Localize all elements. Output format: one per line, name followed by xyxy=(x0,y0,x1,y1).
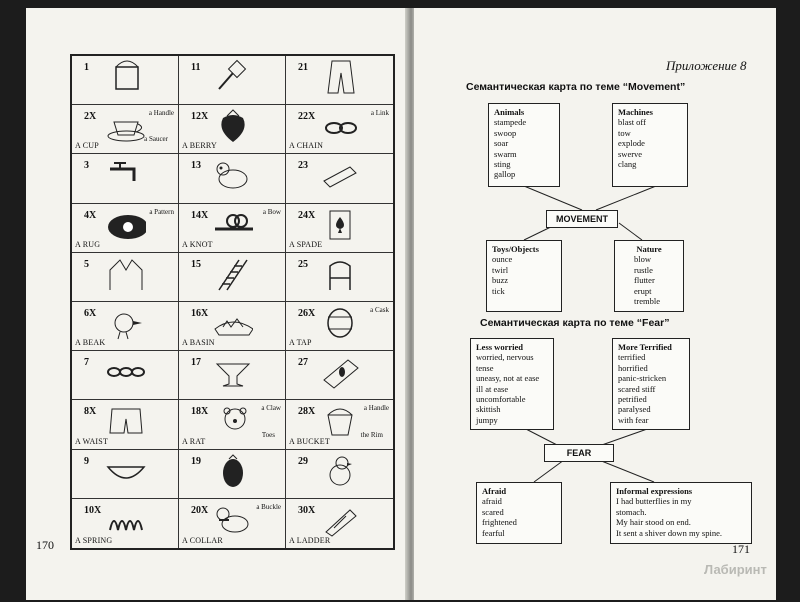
grid-cell-2x xyxy=(72,105,179,154)
cell-number: 18X xyxy=(191,406,209,418)
chair-icon xyxy=(320,256,360,292)
cell-number: 14X xyxy=(191,209,209,221)
word-list-item: with fear xyxy=(618,414,649,425)
bear-icon xyxy=(213,403,253,439)
word-list-item: I had butterflies in my xyxy=(616,496,692,507)
cell-caption: A BUCKET xyxy=(289,436,330,446)
word-list-item: rustle xyxy=(634,264,653,275)
word-list-item: uncomfortable xyxy=(476,394,526,405)
cell-number: 12X xyxy=(191,111,209,123)
shirt-collar-icon xyxy=(106,256,146,292)
word-list-item: worried, nervous xyxy=(476,352,534,363)
map-movement-title: Семантическая карта по теме “Movement” xyxy=(466,81,686,93)
word-list-item: swarm xyxy=(494,148,517,159)
word-list xyxy=(492,254,556,296)
grid-cell-28x xyxy=(286,400,393,449)
word-list-item: scared stiff xyxy=(618,383,656,394)
word-list-item: panic-stricken xyxy=(618,373,667,384)
spade-card-icon xyxy=(320,207,360,243)
basin-icon xyxy=(213,305,253,341)
grid-cell-20x xyxy=(179,499,286,548)
ladder-roll-icon xyxy=(320,502,360,538)
word-list xyxy=(618,352,684,425)
cell-part-label: a Handle xyxy=(148,109,174,118)
word-list-item: blast off xyxy=(618,117,646,128)
grid-cell-13 xyxy=(179,154,286,203)
vase-icon xyxy=(213,354,253,390)
cell-caption: A TAP xyxy=(289,338,312,348)
grid-cell-23 xyxy=(286,154,393,203)
grid-cell-15 xyxy=(179,253,286,302)
cell-number: 6X xyxy=(84,308,97,319)
box-less-worried: Less worried worried, nervous tense uneasy, not at ease ill at ease uncomfortable skittish jumpy xyxy=(470,338,554,430)
puppy-icon xyxy=(213,502,253,538)
cell-caption: A KNOT xyxy=(182,239,213,249)
labirint-watermark: Лабиринт xyxy=(704,562,767,577)
center-fear: FEAR xyxy=(544,444,614,462)
cell-part-label: a Link xyxy=(370,109,389,118)
barrel-icon xyxy=(320,305,360,341)
word-list-item: afraid xyxy=(482,496,502,507)
word-list-item: erupt xyxy=(634,285,652,296)
shovel-icon xyxy=(213,59,253,95)
grid-cell-8x xyxy=(72,400,179,449)
grid-cell-1 xyxy=(72,56,179,105)
word-list-item: swerve xyxy=(618,148,643,159)
dog-icon xyxy=(213,157,253,193)
word-list-item: fearful xyxy=(482,527,505,538)
cell-caption: A WAIST xyxy=(75,436,109,446)
word-list-item: flutter xyxy=(634,275,655,286)
cell-number: 25 xyxy=(298,258,308,270)
word-list xyxy=(618,117,682,169)
cell-number: 19 xyxy=(191,455,201,467)
box-informal-expressions: Informal expressions I had butterflies in my stomach. My hair stood on end. It sent a shiver down my spine. xyxy=(610,482,752,544)
word-list-item: swoop xyxy=(494,127,517,138)
word-list-item: scared xyxy=(482,506,504,517)
cell-part-label: a Handle xyxy=(363,404,389,413)
word-list-item: stomach. xyxy=(616,506,647,517)
word-list-item: soar xyxy=(494,138,509,149)
box-afraid: Afraid afraid scared frightened fearful xyxy=(476,482,562,544)
box-nature: Nature blow rustle flutter erupt tremble xyxy=(614,240,684,312)
grid-cell-30x xyxy=(286,499,393,548)
grid-cell-3 xyxy=(72,154,179,203)
cell-caption: A CUP xyxy=(75,141,99,151)
word-list-item: sting xyxy=(494,159,511,170)
coil-spring-icon xyxy=(106,502,146,538)
grid-cell-26x xyxy=(286,302,393,351)
cell-part-label: a Pattern xyxy=(149,207,174,216)
cell-part-label: a Claw xyxy=(261,404,281,413)
spring-roll-icon xyxy=(320,157,360,193)
word-list-item: ounce xyxy=(492,254,513,265)
word-list-item: explode xyxy=(618,138,645,149)
grid-cell-6x xyxy=(72,302,179,351)
page-number-right: 171 xyxy=(732,542,750,556)
cell-number: 8X xyxy=(84,406,97,418)
word-list-item: It sent a shiver down my spine. xyxy=(616,527,722,538)
cell-caption: A SPRING xyxy=(75,536,113,545)
cell-number: 16X xyxy=(191,308,209,319)
cell-caption: A BERRY xyxy=(182,141,217,151)
right-page xyxy=(414,8,776,600)
cell-number: 24X xyxy=(298,209,316,221)
page-number-left: 170 xyxy=(36,538,54,552)
word-list-item: jumpy xyxy=(476,414,498,425)
appendix-header: Приложение 8 xyxy=(666,58,747,73)
cell-number: 5 xyxy=(84,258,89,270)
cell-part-label: a Bow xyxy=(262,207,281,216)
trousers-icon xyxy=(320,59,360,95)
cell-number: 3 xyxy=(84,160,89,172)
cell-number: 23 xyxy=(298,160,308,172)
cell-caption: A COLLAR xyxy=(182,536,223,545)
knot-icon xyxy=(213,207,253,243)
cell-number: 29 xyxy=(298,455,308,467)
cell-number: 4X xyxy=(84,209,97,221)
map-fear-title: Семантическая карта по теме “Fear” xyxy=(480,317,670,329)
cell-part-label: a Cask xyxy=(370,306,389,314)
cell-caption: A LADDER xyxy=(289,536,331,545)
cell-part-label: Toes xyxy=(261,430,275,439)
grid-cell-7 xyxy=(72,351,179,400)
word-list-item: petrified xyxy=(618,394,647,405)
word-list xyxy=(476,352,548,425)
word-list-item: skittish xyxy=(476,404,501,415)
word-list-item: ill at ease xyxy=(476,383,509,394)
grid-cell-19 xyxy=(179,450,286,499)
pail-icon xyxy=(320,403,360,439)
word-list-item: buzz xyxy=(492,275,509,286)
center-movement: MOVEMENT xyxy=(546,210,618,228)
left-page xyxy=(26,8,408,600)
grid-cell-21 xyxy=(286,56,393,105)
bucket-icon xyxy=(106,59,146,95)
word-list xyxy=(482,496,556,538)
word-list-item: frightened xyxy=(482,517,517,528)
cell-caption: A RUG xyxy=(75,239,101,249)
word-list xyxy=(616,496,746,538)
word-list-item: clang xyxy=(618,159,637,170)
word-list-item: gallop xyxy=(494,169,516,180)
grid-cell-4x xyxy=(72,204,179,253)
cell-number: 20X xyxy=(191,504,209,516)
cell-number: 13 xyxy=(191,160,201,172)
grid-cell-24x xyxy=(286,204,393,253)
cell-number: 17 xyxy=(191,357,201,369)
cell-number: 10X xyxy=(84,504,102,516)
cell-caption: A BASIN xyxy=(182,338,215,348)
grid-cell-25 xyxy=(286,253,393,302)
faucet-icon xyxy=(106,157,146,193)
grid-cell-9 xyxy=(72,450,179,499)
cell-caption: A BEAK xyxy=(75,338,106,348)
cell-number: 30X xyxy=(298,504,316,516)
picture-grid xyxy=(70,54,395,550)
bowl-icon xyxy=(106,453,146,489)
grid-cell-11 xyxy=(179,56,286,105)
grid-cell-16x xyxy=(179,302,286,351)
chain-icon xyxy=(320,108,360,144)
grid-cell-22x xyxy=(286,105,393,154)
grid-cell-18x xyxy=(179,400,286,449)
cell-caption: A RAT xyxy=(182,436,206,446)
grid-cell-27 xyxy=(286,351,393,400)
cell-part-label: the Rim xyxy=(360,430,383,439)
cell-number: 1 xyxy=(84,62,89,73)
word-list-item: terrified xyxy=(618,352,646,363)
word-list-item: stampede xyxy=(494,117,527,128)
word-list xyxy=(620,254,678,306)
word-list-item: tense xyxy=(476,362,494,373)
grid-cell-29 xyxy=(286,450,393,499)
box-more-terrified: More Terrified terrified horrified panic-stricken scared stiff petrified paralysed with fear xyxy=(612,338,690,430)
word-list-item: twirl xyxy=(492,264,509,275)
cell-part-label: a Buckle xyxy=(256,502,281,511)
grid-cell-5 xyxy=(72,253,179,302)
chick-icon xyxy=(320,453,360,489)
shorts-icon xyxy=(106,403,146,439)
cell-caption: A SPADE xyxy=(289,239,323,249)
chain-links-icon xyxy=(106,354,146,390)
word-list-item: tick xyxy=(492,285,505,296)
cell-number: 11 xyxy=(191,62,201,73)
cell-number: 21 xyxy=(298,62,308,73)
box-machines: Machines blast off tow explode swerve clang xyxy=(612,103,688,187)
grid-cell-14x xyxy=(179,204,286,253)
grid-cell-12x xyxy=(179,105,286,154)
cell-number: 22X xyxy=(298,111,316,123)
cell-number: 26X xyxy=(298,308,316,319)
cell-part-label: a Saucer xyxy=(144,135,168,144)
word-list-item: blow xyxy=(634,254,651,265)
word-list xyxy=(494,117,554,179)
ladder-icon xyxy=(213,256,253,292)
word-list-item: tow xyxy=(618,127,631,138)
word-list-item: My hair stood on end. xyxy=(616,517,691,528)
berry-icon xyxy=(213,453,253,489)
rug-icon xyxy=(106,207,146,243)
grid-cell-17 xyxy=(179,351,286,400)
word-list-item: paralysed xyxy=(618,404,651,415)
board-icon xyxy=(320,354,360,390)
word-list-item: tremble xyxy=(634,296,660,307)
grid-cell-10x xyxy=(72,499,179,548)
cell-number: 9 xyxy=(84,455,89,467)
teacup-icon xyxy=(106,108,146,144)
bird-icon xyxy=(106,305,146,341)
box-toys-objects: Toys/Objects ounce twirl buzz tick xyxy=(486,240,562,312)
cell-number: 27 xyxy=(298,357,308,369)
cell-number: 7 xyxy=(84,357,89,369)
word-list-item: horrified xyxy=(618,362,648,373)
word-list-item: uneasy, not at ease xyxy=(476,373,540,384)
cell-caption: A CHAIN xyxy=(289,141,324,151)
cell-number: 2X xyxy=(84,111,97,123)
cell-number: 28X xyxy=(298,406,316,418)
strawberry-icon xyxy=(213,108,253,144)
box-animals: Animals stampede swoop soar swarm sting gallop xyxy=(488,103,560,187)
cell-number: 15 xyxy=(191,258,201,270)
